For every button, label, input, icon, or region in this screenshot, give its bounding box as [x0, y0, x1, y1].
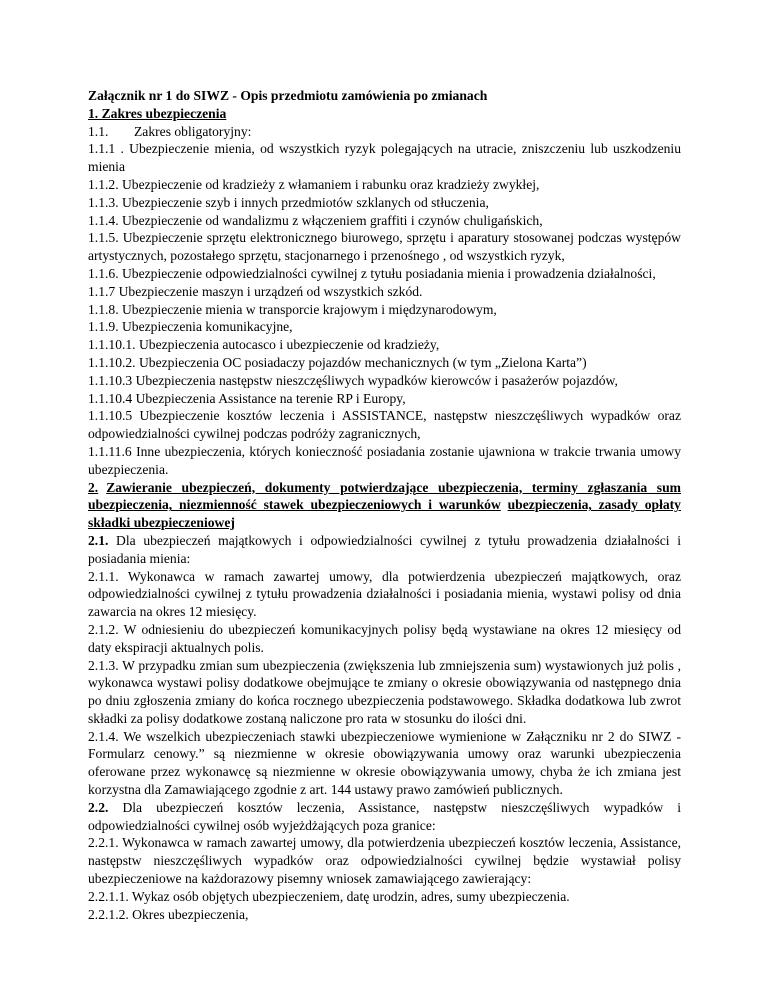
list-item: 2.2.1.1. Wykaz osób objętych ubezpieczeniem, datę urodzin, adres, sumy ubezpieczenia. — [88, 888, 570, 904]
section-2-heading-part-2: zgłaszania sum ubezpieczenia, niezmienność stawek ubezpieczeniowych i warunków — [88, 479, 681, 513]
list-item: 2.1.1. Wykonawca w ramach zawartej umowy, dla potwierdzenia ubezpieczeń majątkowych, oraz odpowiedzialności cywilnej z tytułu prowadzenia działalności i posiadania mienia, wystawi polisy od dnia zawarcia na okres 12 miesięcy. — [88, 568, 681, 620]
section-2-1-number: 2.1. — [88, 532, 109, 548]
section-2-heading-part-3 — [501, 497, 508, 512]
list-item: 1.1.10.2. Ubezpieczenia OC posiadaczy pojazdów mechanicznych (w tym „Zielona Karta”) — [88, 354, 587, 370]
list-item: 1.1.9. Ubezpieczenia komunikacyjne, — [88, 319, 293, 335]
section-2-2 — [88, 799, 681, 835]
list-item: 1.1.11.6 Inne ubezpieczenia, których konieczność posiadania zostanie ujawniona w trakcie trwania umowy ubezpieczenia. — [88, 443, 681, 477]
section-2-2-text: Dla ubezpieczeń kosztów leczenia, Assistance, następstw nieszczęśliwych wypadków i odpowiedzialności cywilnej osób wyjeżdżających poza granice: — [88, 799, 681, 833]
list-item: 1.1.8. Ubezpieczenie mienia w transporcie krajowym i międzynarodowym, — [88, 301, 497, 317]
section-2-number: 2. — [88, 479, 99, 495]
section-1-1 — [88, 123, 681, 141]
section-2-1 — [88, 532, 681, 568]
list-item: 1.1.10.5 Ubezpieczenie kosztów leczenia i ASSISTANCE, następstw nieszczęśliwych wypadków oraz odpowiedzialności cywilnej podczas podróży zagranicznych, — [88, 408, 681, 442]
list-item: 1.1.4. Ubezpieczenie od wandalizmu z włączeniem graffiti i czynów chuligańskich, — [88, 212, 543, 228]
section-2-heading-part-1: Zawieranie ubezpieczeń, dokumenty potwierdzające ubezpieczenia, terminy — [106, 479, 588, 495]
section-1-1-number: 1.1. — [88, 123, 109, 139]
section-2-2-number: 2.2. — [88, 799, 109, 815]
list-item: 2.1.2. W odniesieniu do ubezpieczeń komunikacyjnych polisy będą wystawiane na okres 12 miesięcy od daty ekspiracji aktualnych polis. — [88, 621, 681, 655]
document-page — [88, 87, 681, 923]
list-item: 1.1.6. Ubezpieczenie odpowiedzialności cywilnej z tytułu posiadania mienia i prowadzenia działalności, — [88, 265, 656, 281]
list-item: 2.2.1. Wykonawca w ramach zawartej umowy, dla potwierdzenia ubezpieczeń kosztów leczenia, Assistance, następstw nieszczęśliwych wypadków oraz odpowiedzialności cywilnej będzie wystawiał polisy ubezpieczeniowe na każdorazowy pisemny wniosek zamawiającego zawierający: — [88, 835, 681, 887]
list-item: 1.1.10.1. Ubezpieczenia autocasco i ubezpieczenie od kradzieży, — [88, 337, 440, 353]
list-item: 1.1.10.3 Ubezpieczenia następstw nieszczęśliwych wypadków kierowców i pasażerów pojazdów, — [88, 372, 618, 388]
list-item: 1.1.2. Ubezpieczenie od kradzieży z włamaniem i rabunku oraz kradzieży zwykłej, — [88, 176, 540, 192]
list-item: 1.1.10.4 Ubezpieczenia Assistance na terenie RP i Europy, — [88, 390, 406, 406]
list-item: 1.1.5. Ubezpieczenie sprzętu elektronicznego biurowego, sprzętu i aparatury stosowanej podczas występów artystycznych, pozostałego sprzętu, stacjonarnego i przenośnego , od wszystkich ryzyk, — [88, 230, 681, 264]
document-title: Załącznik nr 1 do SIWZ - Opis przedmiotu zamówienia po zmianach — [88, 88, 488, 103]
section-2-heading-part-4: ubezpieczenia, zasady opłaty składki ubezpieczeniowej — [88, 497, 681, 531]
section-2-heading — [88, 479, 681, 532]
section-1-1-text: Zakres obligatoryjny: — [134, 123, 252, 139]
list-item: 1.1.3. Ubezpieczenie szyb i innych przedmiotów szklanych od stłuczenia, — [88, 194, 489, 210]
section-2-1-text: Dla ubezpieczeń majątkowych i odpowiedzialności cywilnej z tytułu prowadzenia działalności i posiadania mienia: — [88, 532, 681, 566]
list-item: 2.1.4. We wszelkich ubezpieczeniach stawki ubezpieczeniowe wymienione w Załączniku nr 2 do SIWZ - Formularz cenowy.” są niezmienne w okresie obowiązywania umowy oraz warunki ubezpieczenia oferowane przez wykonawcę są niezmienne w okresie obowiązywania umowy, chyba że ich zmiana jest korzystna dla Zamawiającego zgodnie z art. 144 ustawy prawo zamówień publicznych. — [88, 728, 681, 798]
section-1-heading: 1. Zakres ubezpieczenia — [88, 105, 227, 121]
list-item: 1.1.1 . Ubezpieczenie mienia, od wszystkich ryzyk polegających na utracie, zniszczeniu lub uszkodzeniu mienia — [88, 141, 681, 175]
list-item: 2.1.3. W przypadku zmian sum ubezpieczenia (zwiększenia lub zmniejszenia sum) wystawionych już polis , wykonawca wystawi polisy dodatkowe obejmujące te zmiany o okresie obowiązywania od następnego dnia po dniu zgłoszenia zmiany do końca rocznego ubezpieczenia podstawowego. Składka dodatkowa lub zwrot składki za polisy dodatkowe zostaną naliczone pro rata w stosunku do ilości dni. — [88, 657, 681, 726]
list-item: 1.1.7 Ubezpieczenie maszyn i urządzeń od wszystkich szkód. — [88, 283, 423, 299]
list-item: 2.2.1.2. Okres ubezpieczenia, — [88, 906, 249, 922]
